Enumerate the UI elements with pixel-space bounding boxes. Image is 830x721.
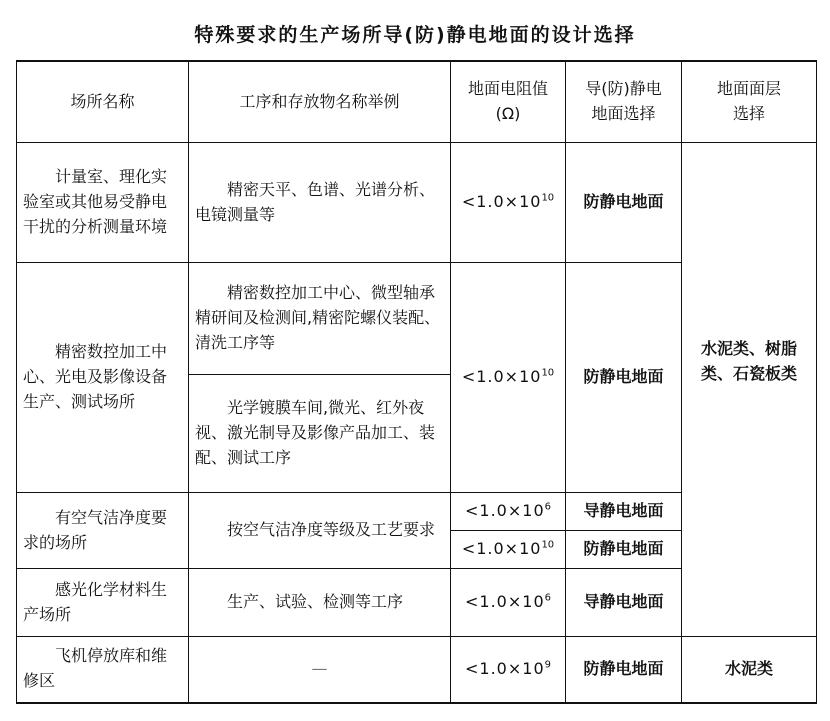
resistance-exponent: 10 (541, 367, 555, 379)
process-cell: — (189, 637, 451, 703)
floor-choice-cell: 防静电地面 (566, 143, 682, 263)
process-cell: 精密数控加工中心、微型轴承精研间及检测间,精密陀螺仪装配、清洗工序等 (189, 263, 451, 375)
header-floor-choice (566, 61, 682, 143)
table-row (17, 637, 817, 703)
resistance-value: <1.0×10 (465, 592, 545, 612)
resistance-cell (451, 493, 566, 531)
header-floor-choice-line1: 导(防)静电 (585, 79, 662, 99)
header-floor-choice-line2: 地面选择 (591, 104, 656, 123)
surface-merged-cell: 水泥类、树脂类、石瓷板类 (682, 143, 817, 637)
header-surface (682, 61, 817, 143)
header-surface-line2: 选择 (732, 104, 765, 123)
resistance-value: <1.0×10 (461, 192, 542, 212)
process-cell: 按空气洁净度等级及工艺要求 (189, 493, 451, 569)
floor-choice-cell: 导静电地面 (566, 493, 682, 531)
resistance-value: <1.0×10 (461, 367, 542, 387)
header-resistance-line1: 地面电阻值 (467, 79, 548, 99)
floor-choice-cell: 防静电地面 (566, 531, 682, 569)
header-surface-line1: 地面面层 (716, 79, 781, 99)
resistance-cell (451, 143, 566, 263)
floor-choice-cell: 防静电地面 (566, 263, 682, 493)
resistance-cell (451, 569, 566, 637)
page-title: 特殊要求的生产场所导(防)静电地面的设计选择 (194, 24, 636, 46)
resistance-exponent: 6 (544, 592, 551, 604)
site-cell: 飞机停放库和维修区 (17, 637, 189, 703)
resistance-value: <1.0×10 (465, 658, 545, 678)
site-cell: 计量室、理化实验室或其他易受静电干扰的分析测量环境 (17, 143, 189, 263)
floor-choice-cell: 防静电地面 (566, 637, 682, 703)
site-cell: 有空气洁净度要求的场所 (17, 493, 189, 569)
header-site: 场所名称 (17, 61, 189, 143)
table-row (17, 143, 817, 263)
process-cell: 光学镀膜车间,微光、红外夜视、激光制导及影像产品加工、装配、测试工序 (189, 375, 451, 493)
resistance-exponent: 6 (544, 501, 551, 513)
resistance-cell (451, 637, 566, 703)
design-selection-table (16, 60, 817, 704)
resistance-value: <1.0×10 (461, 539, 542, 559)
process-cell: 生产、试验、检测等工序 (189, 569, 451, 637)
site-cell: 精密数控加工中心、光电及影像设备生产、测试场所 (17, 263, 189, 493)
header-row (17, 61, 817, 143)
header-process: 工序和存放物名称举例 (189, 61, 451, 143)
process-cell: 精密天平、色谱、光谱分析、电镜测量等 (189, 143, 451, 263)
floor-choice-cell: 导静电地面 (566, 569, 682, 637)
resistance-value: <1.0×10 (465, 501, 545, 521)
resistance-exponent: 9 (544, 659, 551, 671)
surface-cell: 水泥类 (682, 637, 817, 703)
resistance-exponent: 10 (541, 192, 555, 204)
resistance-cell (451, 531, 566, 569)
header-resistance (451, 61, 566, 143)
header-resistance-line2: (Ω) (495, 104, 521, 123)
resistance-exponent: 10 (541, 539, 555, 551)
site-cell: 感光化学材料生产场所 (17, 569, 189, 637)
resistance-cell (451, 263, 566, 493)
